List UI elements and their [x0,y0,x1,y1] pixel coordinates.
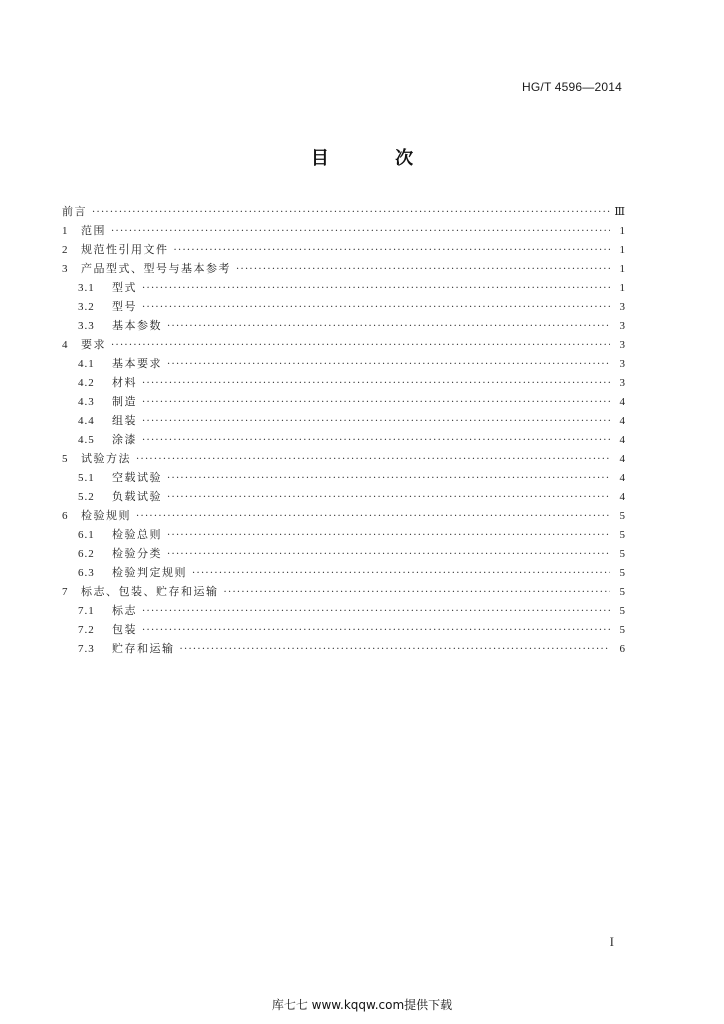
toc-entry-label: 制造 [112,395,137,408]
toc-entry-number: 2 [62,244,68,256]
toc-entry-page: 4 [619,453,625,465]
toc-entry[interactable] [62,430,625,449]
toc-entry-label: 要求 [81,338,106,351]
toc-entry-page: 4 [619,491,625,503]
toc-entry-page: 5 [619,624,625,636]
toc-entry-number: 4 [62,339,68,351]
toc-entry-number: 7.1 [78,605,95,617]
toc-entry-page: 6 [619,643,625,655]
toc-leader-dots [92,203,610,222]
toc-entry-label: 空载试验 [112,471,162,484]
toc-entry-page: 3 [619,339,625,351]
toc-entry-label: 标志 [112,604,137,617]
toc-leader-dots [142,602,610,621]
toc-entry[interactable] [62,620,625,639]
toc-leader-dots [136,450,610,469]
toc-entry-page: 1 [619,225,625,237]
toc-leader-dots [167,488,610,507]
toc-entry-label: 检验总则 [112,528,162,541]
toc-entry-label: 检验分类 [112,547,162,560]
toc-entry-label: 基本要求 [112,357,162,370]
toc-entry-label: 基本参数 [112,319,162,332]
toc-entry-page: 1 [619,244,625,256]
toc-entry-page: 5 [619,548,625,560]
toc-entry[interactable] [62,525,625,544]
toc-entry-page: 3 [619,301,625,313]
table-of-contents [62,202,625,658]
toc-entry[interactable] [62,601,625,620]
toc-entry[interactable] [62,639,625,658]
toc-leader-dots [142,412,610,431]
toc-entry[interactable] [62,297,625,316]
toc-leader-dots [142,279,610,298]
toc-entry-page: 1 [619,263,625,275]
toc-entry-page: 4 [619,396,625,408]
toc-entry-page: 4 [619,434,625,446]
toc-entry-label: 型号 [112,300,137,313]
toc-entry-label: 检验判定规则 [112,566,187,579]
toc-entry[interactable] [62,563,625,582]
toc-leader-dots [136,507,610,526]
toc-leader-dots [142,621,610,640]
toc-entry-page: 5 [619,586,625,598]
toc-entry-number: 4.3 [78,396,95,408]
toc-entry[interactable] [62,240,625,259]
toc-leader-dots [167,317,610,336]
toc-leader-dots [167,469,610,488]
page-number: I [609,934,614,949]
toc-entry-number: 4.1 [78,358,95,370]
toc-leader-dots [142,393,610,412]
toc-entry-number: 6 [62,510,68,522]
toc-leader-dots [224,583,611,602]
toc-entry-number: 4.4 [78,415,95,427]
toc-entry-number: 3.2 [78,301,95,313]
toc-leader-dots [142,374,610,393]
toc-entry-label: 包装 [112,623,137,636]
toc-entry-label: 材料 [112,376,137,389]
toc-entry-number: 4.2 [78,377,95,389]
footer-watermark: 库七七 www.kqqw.com提供下载 [271,998,453,1012]
toc-entry[interactable] [62,335,625,354]
toc-entry-label: 前言 [62,205,87,218]
toc-entry-label: 涂漆 [112,433,137,446]
toc-entry[interactable] [62,544,625,563]
toc-entry[interactable] [62,449,625,468]
toc-entry-label: 试验方法 [81,452,131,465]
toc-entry-label: 产品型式、型号与基本参考 [81,262,231,275]
toc-entry[interactable] [62,202,625,221]
toc-entry-page: 3 [619,320,625,332]
toc-entry[interactable] [62,487,625,506]
toc-entry[interactable] [62,316,625,335]
toc-leader-dots [236,260,610,279]
toc-entry[interactable] [62,411,625,430]
toc-entry-label: 型式 [112,281,137,294]
toc-entry-number: 5.1 [78,472,95,484]
toc-entry-number: 7.3 [78,643,95,655]
toc-entry-page: 5 [619,567,625,579]
toc-entry-number: 3.3 [78,320,95,332]
page-title: 目 次 [310,148,444,169]
toc-leader-dots [111,222,610,241]
standard-code: HG/T 4596—2014 [522,80,622,94]
toc-entry[interactable] [62,506,625,525]
toc-entry-page: Ⅲ [614,206,625,218]
toc-entry-number: 5.2 [78,491,95,503]
toc-entry[interactable] [62,278,625,297]
toc-entry-page: 3 [619,358,625,370]
toc-entry-number: 1 [62,225,68,237]
toc-entry-page: 5 [619,605,625,617]
toc-entry-number: 6.3 [78,567,95,579]
toc-leader-dots [167,355,610,374]
toc-entry[interactable] [62,221,625,240]
toc-entry[interactable] [62,468,625,487]
toc-leader-dots [142,431,610,450]
toc-entry-number: 6.2 [78,548,95,560]
toc-entry[interactable] [62,259,625,278]
toc-leader-dots [167,545,610,564]
toc-entry-label: 范围 [81,224,106,237]
toc-leader-dots [174,241,611,260]
toc-entry-page: 5 [619,510,625,522]
toc-entry[interactable] [62,582,625,601]
toc-entry-page: 5 [619,529,625,541]
toc-entry-page: 1 [619,282,625,294]
toc-leader-dots [142,298,610,317]
toc-entry-page: 3 [619,377,625,389]
toc-leader-dots [180,640,611,659]
toc-entry-page: 4 [619,415,625,427]
toc-entry-number: 7 [62,586,68,598]
toc-entry-number: 5 [62,453,68,465]
toc-entry-label: 组装 [112,414,137,427]
toc-entry-label: 贮存和运输 [112,642,175,655]
toc-entry-number: 3.1 [78,282,95,294]
toc-entry-number: 7.2 [78,624,95,636]
toc-entry-number: 4.5 [78,434,95,446]
toc-entry-number: 3 [62,263,68,275]
toc-entry-label: 检验规则 [81,509,131,522]
toc-entry-number: 6.1 [78,529,95,541]
toc-leader-dots [167,526,610,545]
toc-entry-page: 4 [619,472,625,484]
toc-entry-label: 负载试验 [112,490,162,503]
toc-entry[interactable] [62,354,625,373]
toc-entry-label: 规范性引用文件 [81,243,169,256]
toc-leader-dots [111,336,610,355]
toc-entry[interactable] [62,373,625,392]
toc-entry[interactable] [62,392,625,411]
toc-entry-label: 标志、包装、贮存和运输 [81,585,219,598]
toc-leader-dots [192,564,610,583]
